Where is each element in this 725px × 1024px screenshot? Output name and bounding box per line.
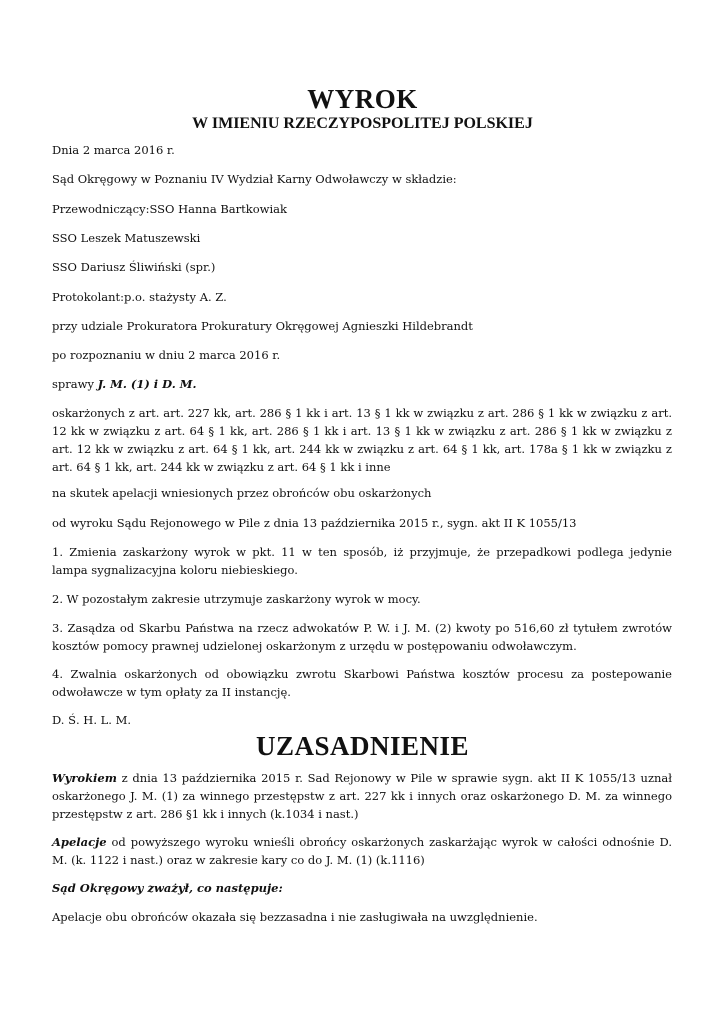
judge-sliwinski: SSO Dariusz Śliwiński (spr.) [52,260,216,274]
signature-initials: D. Ś. H. L. M. [52,713,132,727]
appeals-text: od powyższego wyroku wnieśli obrońcy oskarżonych zaskarżając wyrok w całości odnośnie D. M. (k. 1122 i nast.) oraz w zakresie kary co do J. M. (1) (k.1116) [52,835,672,867]
appeal-line: na skutek apelacji wniesionych przez obrońców obu oskarżonych [52,486,432,500]
ruling-item-3: 3. Zasądza od Skarbu Państwa na rzecz adwokatów P. W. i J. M. (2) kwoty po 516,60 zł tytułem zwrotów kosztów pomocy prawnej udzielonej oskarżonym z urzędu w postępowaniu odwoławczym. [52,621,672,653]
justification-paragraph-2 [52,833,672,869]
ruling-item-1: 1. Zmienia zaskarżony wyrok w pkt. 11 w ten sposób, iż przyjmuje, że przepadkowi podlega jedynie lampa sygnalizacyjna koloru niebieskiego. [52,545,672,577]
ruling-item-4: 4. Zwalnia oskarżonych od obowiązku zwrotu Skarbowi Państwa kosztów procesu za postepowanie odwoławcze w tym opłaty za II instancję. [52,667,672,699]
court-considered-heading: Sąd Okręgowy zważył, co następuje: [52,881,283,895]
hearing-date: po rozpoznaniu w dniu 2 marca 2016 r. [52,348,281,362]
presiding-judge: Przewodniczący:SSO Hanna Bartkowiak [52,202,287,216]
justification-title: UZASADNIENIE [255,731,470,761]
court-clerk: Protokolant:p.o. stażysty A. Z. [52,290,227,304]
case-parties: J. M. (1) i D. M. [97,377,197,391]
appeals-lead: Apelacje [52,835,107,849]
judge-matuszewski: SSO Leszek Matuszewski [52,231,201,245]
court-composition: Sąd Okręgowy w Poznaniu IV Wydział Karny Odwoławczy w składzie: [52,172,457,186]
judgment-date: Dnia 2 marca 2016 r. [52,143,175,157]
judgment-reference: od wyroku Sądu Rejonowego w Pile z dnia 13 października 2015 r., sygn. akt II K 1055/13 [52,516,577,530]
case-prefix: sprawy [52,377,98,391]
verdict-lead: Wyrokiem [52,771,117,785]
justification-paragraph-4: Apelacje obu obrońców okazała się bezzasadna i nie zasługiwała na uwzględnienie. [52,910,538,924]
case-line [52,375,672,393]
verdict-text: z dnia 13 października 2015 r. Sad Rejonowy w Pile w sprawie sygn. akt II K 1055/13 uznał oskarżonego J. M. (1) za winnego przestępstw z art. 227 kk i innych oraz oskarżonego D. M. za winnego przestępstw z art. 286 §1 kk i innych (k.1034 i nast.) [52,771,672,821]
prosecutor-line: przy udziale Prokuratora Prokuratury Okręgowej Agnieszki Hildebrandt [52,319,473,333]
justification-paragraph-1 [52,769,672,823]
charges-paragraph: oskarżonych z art. art. 227 kk, art. 286 § 1 kk i art. 13 § 1 kk w związku z art. 286 § 1 kk w związku z art. 12 kk w związku z art. 64 § 1 kk, art. 286 § 1 kk i art. 13 § 1 kk w związku z art. 286 § 1 kk w związku z art. 12 kk w związku z art. 64 § 1 kk, art. 244 kk w związku z art. 64 § 1 kk, art. 178a § 1 kk w związku z art. 64 § 1 kk, art. 244 kk w związku z art. 64 § 1 kk i inne [52,406,672,474]
ruling-item-2: 2. W pozostałym zakresie utrzymuje zaskarżony wyrok w mocy. [52,592,421,606]
document-subtitle: W IMIENIU RZECZYPOSPOLITEJ POLSKIEJ [192,115,533,132]
document-title: WYROK [307,84,418,114]
